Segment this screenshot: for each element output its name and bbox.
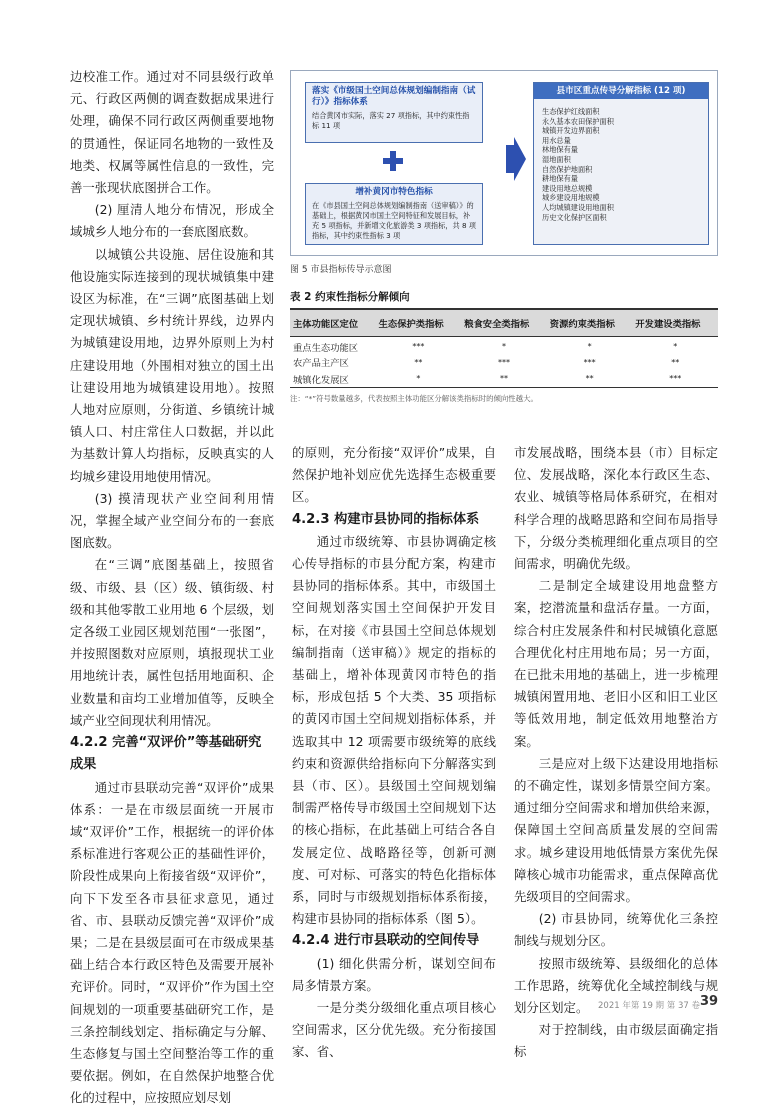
table-cell: **	[547, 371, 633, 388]
table-cell: 重点生态功能区	[293, 342, 359, 354]
list-item: 湿地面积	[542, 154, 571, 164]
paragraph: 通过市级统筹、市县协调确定核心传导指标的市县分配方案，构建市县协同的指标体系。其中，市级国土空间规划落实国土空间保护开发目标，在对接《市县国土空间总体规划编制指南（送审稿）》规定的指标的基础上，增补体现黄冈市特色的指标，形成包括 5 个大类、35 项指标的黄冈市国土空间规划指标体系，并选取其中 12 项需要市级统筹的底线约束和资源供给指标向下分解落实到县（市、区）。县级国土空间规划编制需严格传导市级国土空间规划下达的核心指标，在此基础上可结合各自发展定位、战略路径等，创新可测度、可对标、可落实的特色化指标体系，同时与市级规划指标体系衔接，构建市县协同的指标体系（图 5）。	[292, 533, 496, 927]
table-cell: ***	[497, 357, 510, 367]
right-arrow-icon	[506, 137, 526, 181]
table-row	[290, 371, 718, 388]
figure-caption: 图 5 市县指标传导示意图	[290, 265, 392, 275]
paragraph: 对于控制线，由市级层面确定指标	[514, 1022, 718, 1060]
table-cell: 农产品主产区	[293, 358, 349, 369]
table-cell: ***	[632, 371, 718, 388]
list-item: 耕地保有量	[542, 174, 578, 184]
paragraph: (2) 市县协同，统筹优化三条控制线与规划分区。	[514, 911, 718, 949]
text-column-3	[514, 442, 718, 1064]
paragraph: (2) 厘清人地分布情况，形成全域城乡人地分布的一套底图底数。	[70, 202, 274, 240]
column-header: 主体功能区定位	[290, 309, 376, 336]
box-title: 增补黄冈市特色指标	[355, 187, 433, 197]
table-row	[290, 336, 718, 354]
text-column-1	[70, 66, 274, 1110]
constraint-indicator-table	[290, 308, 718, 388]
list-item: 城镇开发边界面积	[542, 126, 600, 136]
list-item: 永久基本农田保护面积	[542, 116, 614, 126]
text-column-2	[292, 442, 496, 1064]
indicator-list	[534, 99, 708, 222]
table-note: 注：“*”符号数量越多，代表按照主体功能区分解该类指标时的倾向性越大。	[290, 394, 538, 403]
paragraph: 在“三调”底图基础上，按照省级、市级、县（区）级、镇街级、村级和其他零散工业用地 6 个层级，划定各级工业园区规划范围“一张图”，并按照图数对应原则，填报现状工业用地统计表，属性包括用地面积、企业数量和亩均工业增加值等，反映全域产业空间现状利用情况。	[70, 557, 274, 728]
section-heading: 4.2.2 完善“双评价”等基础研究成果	[70, 735, 262, 773]
column-header: 粮食安全类指标	[461, 309, 547, 336]
box-body: 在《市县国土空间总体规划编制指南（送审稿）》的基础上，根据黄冈市国土空间特征和发展目标，补充 5 项指标，并新增文化旅游类 3 项指标，共 8 项指标，其中约束性指标 3 项	[312, 201, 476, 240]
list-item: 自然保护地面积	[542, 164, 593, 174]
table-cell: ***	[583, 357, 596, 367]
list-item: 人均城镇建设用地面积	[542, 202, 614, 212]
table-cell: **	[671, 357, 680, 367]
list-item: 建设用地总规模	[542, 183, 593, 193]
table-header-row	[290, 309, 718, 336]
journal-folio: 2021 年第 19 期 第 37 卷	[598, 1001, 700, 1011]
box-title: 落实《市级国土空间总体规划编制指南（试行）》指标体系	[312, 86, 476, 107]
paragraph: 边校准工作。通过对不同县级行政单元、行政区两侧的调查数据成果进行处理，确保不同行政区两侧重要地物的贯通性，保证同名地物的一致性及地类、权属等属性信息的一致性，完善一张现状底图拼合工作。	[70, 69, 274, 196]
table-row	[290, 354, 718, 371]
section-heading: 4.2.4 进行市县联动的空间传导	[292, 933, 480, 949]
table-cell: *	[376, 371, 462, 388]
list-item: 历史文化保护区面积	[542, 212, 607, 222]
paragraph: 按照市级统筹、县级细化的总体工作思路，统筹优化全域控制线与规划分区划定。	[514, 955, 718, 1016]
table-title: 表 2 约束性指标分解倾向	[290, 291, 410, 303]
paragraph: 的原则，充分衔接“双评价”成果，自然保护地补划应优先选择生态极重要区。	[292, 445, 496, 505]
column-header: 生态保护类指标	[376, 309, 462, 336]
paragraph: (3) 摸清现状产业空间利用情况，掌握全域产业空间分布的一套底图底数。	[70, 490, 274, 551]
plus-icon	[383, 151, 403, 171]
guideline-indicators-box	[305, 82, 483, 143]
figure-5-diagram	[290, 70, 718, 256]
table-cell: *	[501, 342, 506, 351]
paragraph: 通过市县联动完善“双评价”成果体系：一是在市级层面统一开展市域“双评价”工作，根据统一的评价体系标准进行客观公正的基础性评价，阶段性成果向上衔接省级“双评价”，向下下发至各市县征求意见，通过省、市、县联动反馈完善“双评价”成果；二是在县级层面可在市级成果基础上结合本行政区特色及需要开展补充评价。同时，“双评价”作为国土空间规划的一项重要基础研究工作，是三条控制线划定、指标确定与分解、生态修复与国土空间整治等工作的重要依据。例如，在自然保护地整合优化的过程中，应按照应划尽划	[70, 779, 274, 1106]
list-item: 林地保有量	[542, 145, 578, 155]
box-body: 结合黄冈市实际，落实 27 项指标，其中约束性指标 11 项	[312, 111, 470, 130]
table-cell: **	[461, 371, 547, 388]
list-item: 生态保护红线面积	[542, 107, 600, 116]
table-cell: 城镇化发展区	[290, 371, 376, 388]
box-title: 县市区重点传导分解指标 (12 项)	[534, 83, 708, 99]
section-heading: 4.2.3 构建市县协同的指标体系	[292, 511, 480, 527]
paragraph: 三是应对上级下达建设用地指标的不确定性，谋划多情景空间方案。通过细分空间需求和增加供给来源，保障国土空间高质量发展的空间需求。城乡建设用地低情景方案优先保障核心城市功能需求，重点保障高优先级项目的空间需求。	[514, 755, 718, 905]
paragraph: 二是制定全域建设用地盘整方案，挖潜流量和盘活存量。一方面，综合村庄发展条件和村民城镇化意愿合理优化村庄用地布局；另一方面，在已批未用地的基础上，进一步梳理城镇闲置用地、老旧小区和旧工业区等低效用地，制定低效用地整治方案。	[514, 578, 718, 749]
county-indicators-box	[533, 82, 709, 245]
column-header: 开发建设类指标	[632, 309, 718, 336]
local-indicators-box	[305, 183, 483, 245]
page-number: 39	[700, 994, 719, 1009]
table-cell: *	[673, 342, 678, 351]
table-cell: ***	[412, 342, 425, 351]
list-item: 用水总量	[542, 135, 571, 145]
paragraph: 市发展战略，围绕本县（市）目标定位、发展战略，深化本行政区生态、农业、城镇等格局体系研究，在相对科学合理的战略思路和空间布局指导下，分级分类梳理细化重点项目的空间需求，明确优先级。	[514, 445, 718, 572]
list-item: 城乡建设用地规模	[542, 193, 600, 203]
paragraph: 一是分类分级细化重点项目核心空间需求，区分优先级。充分衔接国家、省、	[292, 1000, 496, 1060]
paragraph: 以城镇公共设施、居住设施和其他设施实际连接到的现状城镇集中建设区为标准，在“三调”底图基础上划定现状城镇、乡村统计界线，边界内为城镇建设用地，边界外原则上为村庄建设用地（外围相对独立的国土出让建设用地为城镇建设用地）。按照人地对应原则，分街道、乡镇统计城镇人口、村庄常住人口数据，并以此为基数计算人均指标，反映真实的人均城乡建设用地使用情况。	[70, 246, 274, 484]
table-cell: **	[414, 357, 423, 367]
column-header: 资源约束类指标	[547, 309, 633, 336]
table-cell: *	[587, 342, 592, 351]
paragraph: (1) 细化供需分析，谋划空间布局多情景方案。	[292, 955, 496, 993]
